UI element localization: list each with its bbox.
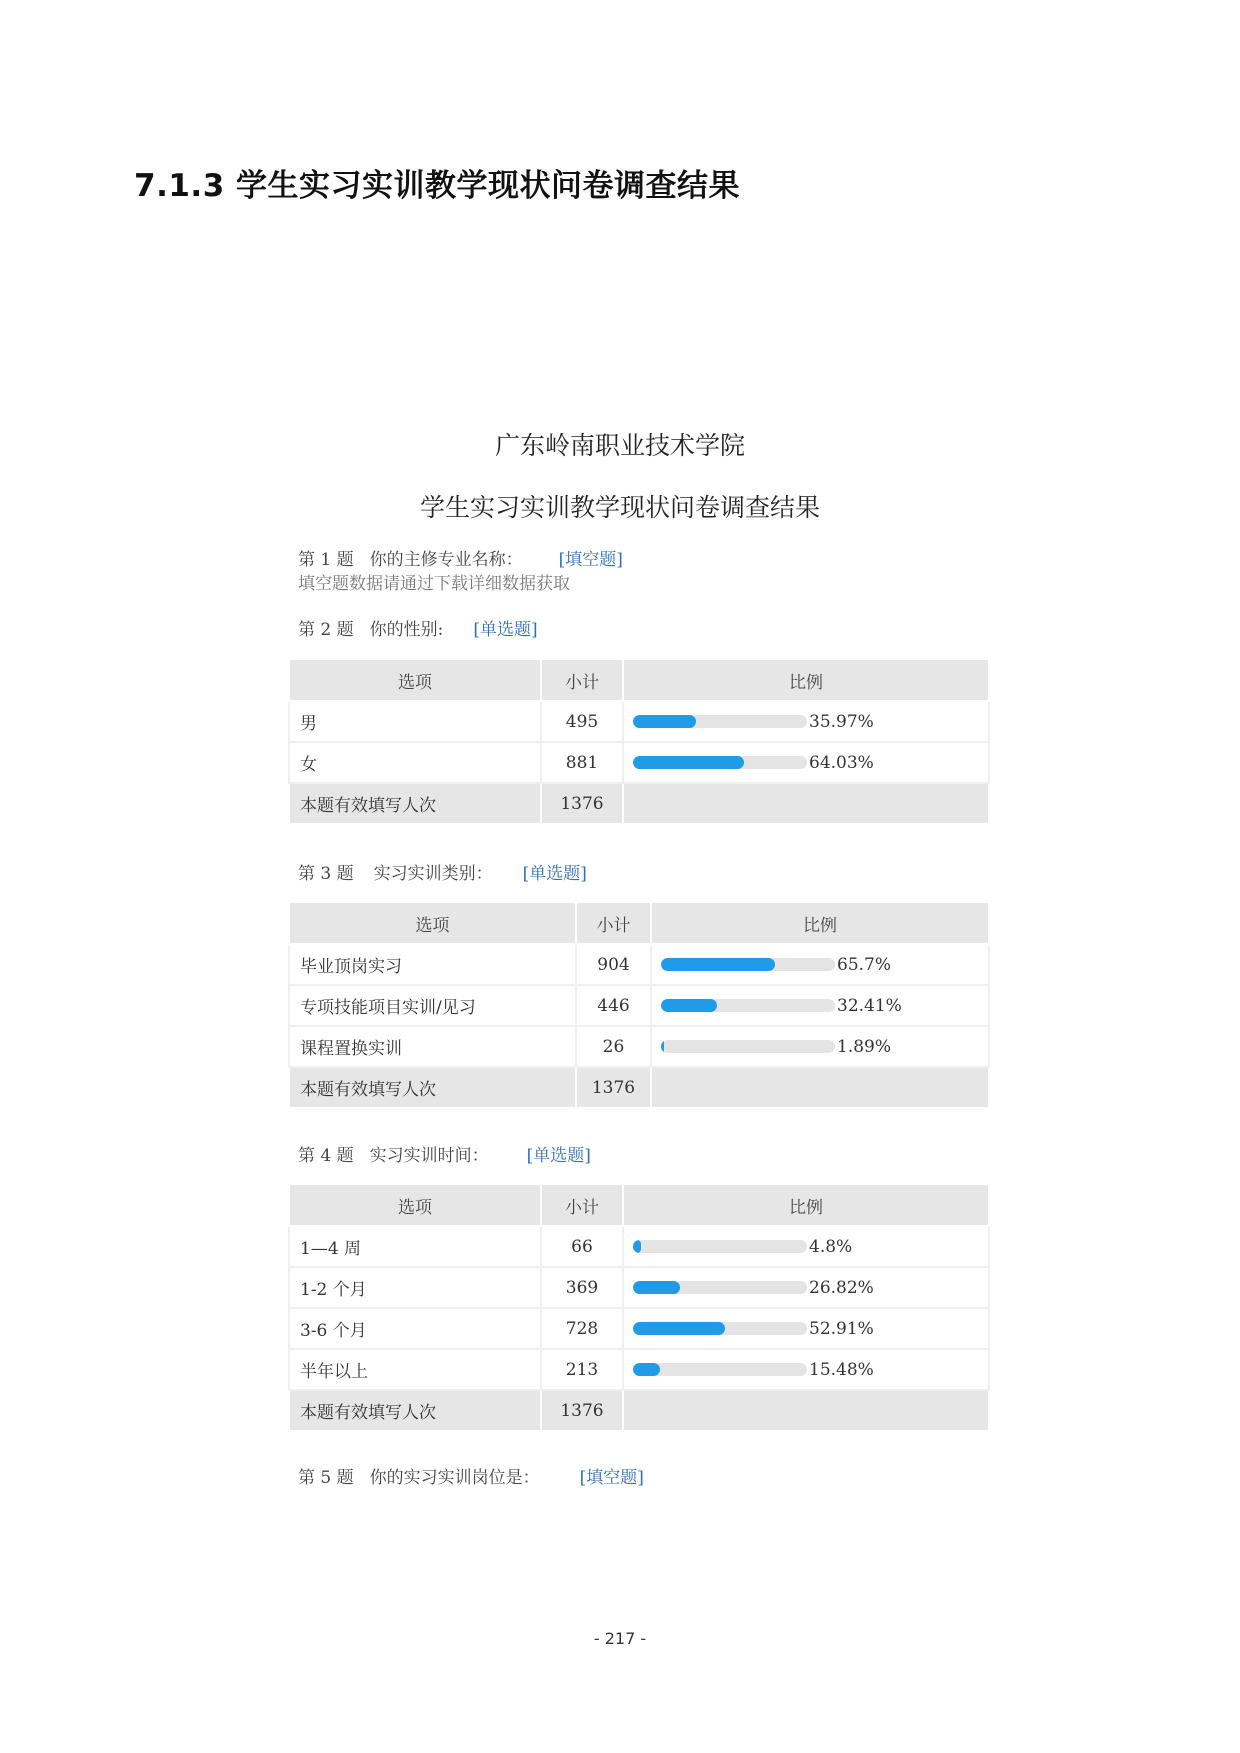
option-count: 904	[576, 944, 651, 985]
table-row	[289, 1026, 989, 1067]
total-count: 1376	[576, 1067, 651, 1108]
question-text: 你的实习实训岗位是：	[369, 1468, 540, 1488]
question-5	[298, 1463, 644, 1488]
total-row	[289, 1390, 989, 1431]
question-type-tag[interactable]: [单选题]	[526, 1146, 591, 1166]
option-count: 213	[541, 1349, 623, 1390]
question-text: 你的性别:	[369, 620, 444, 640]
ratio-bar-track	[661, 958, 835, 971]
header-option: 选项	[289, 659, 541, 701]
option-label: 男	[289, 701, 541, 742]
result-table-q2	[288, 658, 990, 825]
result-table-q4	[288, 1183, 990, 1432]
ratio-percent: 65.7%	[837, 954, 892, 975]
option-label: 毕业顶岗实习	[289, 944, 576, 985]
total-row	[289, 783, 989, 824]
table-row	[289, 742, 989, 783]
option-count: 369	[541, 1267, 623, 1308]
question-2	[298, 615, 538, 640]
option-label: 1—4 周	[289, 1226, 541, 1267]
ratio-percent: 4.8%	[809, 1236, 853, 1257]
question-1	[298, 545, 623, 570]
ratio-cell	[623, 1267, 989, 1308]
question-type-tag[interactable]: [填空题]	[579, 1468, 644, 1488]
table-row	[289, 1308, 989, 1349]
ratio-bar-fill	[633, 1363, 660, 1376]
ratio-cell	[623, 701, 989, 742]
table-header-row	[289, 659, 989, 701]
ratio-percent: 64.03%	[809, 752, 874, 773]
option-count: 495	[541, 701, 623, 742]
ratio-cell	[651, 1026, 989, 1067]
option-label: 课程置换实训	[289, 1026, 576, 1067]
option-count: 881	[541, 742, 623, 783]
total-empty-cell	[623, 1390, 989, 1431]
ratio-bar-track	[633, 715, 807, 728]
header-ratio: 比例	[651, 902, 989, 944]
ratio-bar-fill	[633, 715, 696, 728]
ratio-cell	[651, 944, 989, 985]
total-count: 1376	[541, 1390, 623, 1431]
option-label: 女	[289, 742, 541, 783]
header-option: 选项	[289, 902, 576, 944]
table-row	[289, 985, 989, 1026]
option-label: 1-2 个月	[289, 1267, 541, 1308]
ratio-bar-track	[661, 999, 835, 1012]
table-row	[289, 944, 989, 985]
ratio-cell	[623, 742, 989, 783]
table-row	[289, 1349, 989, 1390]
ratio-bar-track	[633, 1363, 807, 1376]
question-number: 第 3 题	[298, 864, 354, 884]
option-label: 3-6 个月	[289, 1308, 541, 1349]
question-text: 实习实训时间：	[369, 1146, 489, 1166]
ratio-bar-track	[633, 1322, 807, 1335]
total-count: 1376	[541, 783, 623, 824]
page-number: - 217 -	[593, 1629, 647, 1648]
ratio-percent: 26.82%	[809, 1277, 874, 1298]
ratio-bar-track	[633, 756, 807, 769]
header-ratio: 比例	[623, 659, 989, 701]
ratio-bar-fill	[633, 756, 744, 769]
header-count: 小计	[576, 902, 651, 944]
total-label: 本题有效填写人次	[289, 783, 541, 824]
survey-title: 学生实习实训教学现状问卷调查结果	[419, 493, 820, 522]
school-name: 广东岭南职业技术学院	[494, 431, 745, 460]
total-label: 本题有效填写人次	[289, 1067, 576, 1108]
option-count: 66	[541, 1226, 623, 1267]
ratio-bar-fill	[633, 1281, 680, 1294]
question-4	[298, 1141, 591, 1166]
header-option: 选项	[289, 1184, 541, 1226]
question-text: 实习实训类别：	[373, 864, 493, 884]
option-count: 728	[541, 1308, 623, 1349]
total-empty-cell	[651, 1067, 989, 1108]
ratio-cell	[623, 1226, 989, 1267]
ratio-bar-fill	[661, 999, 717, 1012]
question-type-tag[interactable]: [单选题]	[473, 620, 538, 640]
table-header-row	[289, 902, 989, 944]
ratio-bar-track	[633, 1240, 807, 1253]
ratio-percent: 35.97%	[809, 711, 874, 732]
ratio-bar-fill	[633, 1322, 725, 1335]
total-label: 本题有效填写人次	[289, 1390, 541, 1431]
option-label: 半年以上	[289, 1349, 541, 1390]
ratio-bar-fill	[661, 958, 775, 971]
ratio-cell	[651, 985, 989, 1026]
ratio-percent: 15.48%	[809, 1359, 874, 1380]
fill-in-note: 填空题数据请通过下载详细数据获取	[298, 574, 570, 594]
table-row	[289, 701, 989, 742]
ratio-percent: 32.41%	[837, 995, 902, 1016]
question-number: 第 4 题	[298, 1146, 354, 1166]
ratio-bar-fill	[633, 1240, 641, 1253]
question-number: 第 1 题	[298, 550, 354, 570]
ratio-cell	[623, 1349, 989, 1390]
question-text: 你的主修专业名称：	[369, 550, 523, 570]
table-header-row	[289, 1184, 989, 1226]
question-number: 第 5 题	[298, 1468, 354, 1488]
total-row	[289, 1067, 989, 1108]
ratio-bar-track	[661, 1040, 835, 1053]
ratio-bar-track	[633, 1281, 807, 1294]
header-count: 小计	[541, 659, 623, 701]
ratio-percent: 1.89%	[837, 1036, 892, 1057]
question-type-tag[interactable]: [填空题]	[558, 550, 623, 570]
table-row	[289, 1267, 989, 1308]
ratio-percent: 52.91%	[809, 1318, 874, 1339]
result-table-q3	[288, 901, 990, 1109]
option-label: 专项技能项目实训/见习	[289, 985, 576, 1026]
ratio-bar-fill	[661, 1040, 664, 1053]
question-3	[298, 859, 587, 884]
header-count: 小计	[541, 1184, 623, 1226]
question-type-tag[interactable]: [单选题]	[522, 864, 587, 884]
section-heading: 7.1.3 学生实习实训教学现状问卷调查结果	[134, 168, 741, 204]
option-count: 26	[576, 1026, 651, 1067]
option-count: 446	[576, 985, 651, 1026]
ratio-cell	[623, 1308, 989, 1349]
total-empty-cell	[623, 783, 989, 824]
question-number: 第 2 题	[298, 620, 354, 640]
header-ratio: 比例	[623, 1184, 989, 1226]
table-row	[289, 1226, 989, 1267]
